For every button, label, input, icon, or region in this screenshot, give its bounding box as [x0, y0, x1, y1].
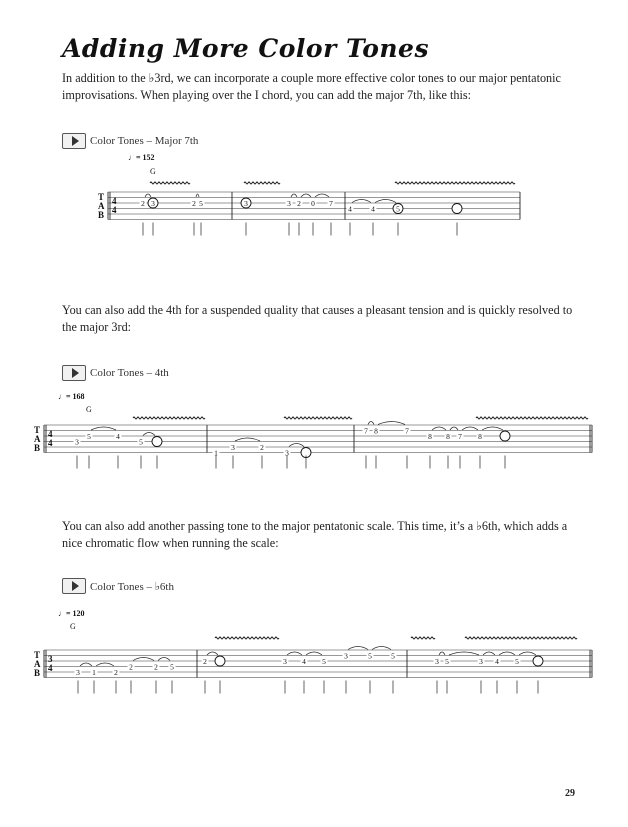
tab-clef-letter: T — [34, 650, 41, 660]
chord-symbol: G — [86, 405, 92, 414]
time-signature: 4 — [112, 205, 117, 215]
tab-fret-number: 5 — [391, 651, 395, 661]
time-signature: 4 — [48, 438, 53, 448]
audio-play-icon[interactable] — [62, 578, 86, 594]
vibrato-mark — [476, 417, 588, 419]
tab-fret-number: 4 — [348, 204, 352, 214]
slur-arc — [432, 427, 446, 430]
tempo-marking: ♩= 152 — [128, 153, 155, 162]
tempo-marking: ♩= 120 — [58, 609, 85, 618]
tab-clef-letter: A — [34, 434, 41, 444]
slur-arc — [378, 422, 405, 425]
tab-fret-number: 3 — [151, 199, 155, 208]
tab-clef-letter: B — [34, 443, 41, 453]
tab-fret-number: 2 — [297, 199, 301, 208]
slur-arc — [145, 194, 151, 197]
tab-clef-letter: B — [34, 668, 41, 678]
example-label-flat-6th — [62, 578, 174, 594]
vibrato-mark — [133, 417, 205, 419]
tab-fret-number: 5 — [139, 437, 143, 447]
slur-arc — [315, 194, 329, 197]
tab-clef-letter: B — [98, 210, 105, 220]
vibrato-mark — [284, 417, 352, 419]
tab-fret-number: 2 — [192, 199, 196, 208]
example-label-major-7th — [62, 133, 198, 149]
slur-arc — [287, 652, 302, 655]
tab-fret-number: 5 — [322, 657, 326, 666]
slur-arc — [133, 658, 154, 661]
slur-arc — [235, 438, 260, 441]
page-number: 29 — [565, 788, 575, 799]
vibrato-mark — [395, 182, 515, 184]
slur-arc — [482, 427, 503, 430]
slur-arc — [449, 652, 479, 655]
example-label-4th — [62, 365, 169, 381]
tab-fret-number: 5 — [445, 657, 449, 666]
example-title: Color Tones – ♭6th — [90, 580, 174, 593]
tab-clef-letter: T — [34, 425, 41, 435]
tab-fret-number: 2 — [129, 662, 133, 672]
tab-note-circle — [215, 656, 225, 666]
tab-fret-number: 5 — [515, 657, 519, 666]
tab-fret-number: 5 — [368, 651, 372, 661]
time-signature: 4 — [48, 429, 53, 439]
passing-tone-paragraph: You can also add another passing tone to the major pentatonic scale. This time, it’s a ♭6th, which adds a nice chromatic flow when running the scale: — [62, 519, 568, 550]
tab-fret-number: 3 — [435, 657, 439, 666]
tab-fret-number: 5 — [170, 662, 174, 672]
slur-arc — [462, 427, 478, 430]
tempo-marking: ♩= 168 — [58, 392, 85, 401]
slur-arc — [207, 652, 218, 655]
tab-fret-number: 7 — [458, 432, 462, 441]
tab-clef-letter: A — [98, 201, 105, 211]
slur-arc — [372, 647, 391, 650]
tab-fret-number: 2 — [114, 668, 118, 677]
tab-fret-number: 4 — [116, 432, 120, 441]
slur-arc — [289, 444, 304, 447]
tab-fret-number: 3 — [231, 443, 235, 452]
tab-fret-number: 8 — [428, 432, 432, 441]
slur-arc — [143, 433, 155, 436]
tab-staff-flat-6th — [0, 598, 628, 708]
vibrato-mark — [150, 182, 190, 184]
tab-fret-number: 2 — [203, 657, 207, 666]
tab-fret-number: 5 — [199, 199, 203, 208]
tab-fret-number: 2 — [260, 443, 264, 452]
tab-staff-4th — [0, 385, 628, 495]
tab-fret-number: 8 — [478, 432, 482, 441]
tab-fret-number: 2 — [141, 199, 145, 208]
tab-fret-number: 4 — [371, 204, 375, 214]
tab-note-circle — [500, 431, 510, 441]
tab-note-circle — [152, 437, 162, 447]
vibrato-mark — [215, 637, 279, 639]
slur-arc — [499, 652, 515, 655]
suspended-paragraph: You can also add the 4th for a suspended quality that causes a pleasant tension and is quickly resolved to the major 3rd: — [62, 303, 573, 334]
tab-fret-number: 1 — [214, 448, 218, 458]
slur-arc — [96, 663, 114, 666]
tab-fret-number: 3 — [76, 668, 80, 677]
slur-arc — [439, 652, 445, 655]
slur-arc — [301, 194, 311, 197]
vibrato-mark — [465, 637, 577, 639]
page-title: Adding More Color Tones — [62, 34, 430, 63]
tab-fret-number: 0 — [311, 199, 315, 208]
example-title: Color Tones – 4th — [90, 367, 169, 379]
chord-symbol: G — [150, 167, 156, 176]
intro-paragraph: In addition to the ♭3rd, we can incorporate a couple more effective color tones to our major pentatonic improvisations. When playing over the I chord, you can add the major 7th, like this: — [62, 71, 561, 102]
time-signature: 4 — [48, 663, 53, 673]
tab-fret-number: 5 — [87, 432, 91, 441]
tab-fret-number: 3 — [283, 657, 287, 666]
slur-arc — [519, 652, 536, 655]
slur-arc — [196, 194, 199, 197]
tab-fret-number: 3 — [479, 657, 483, 666]
tab-fret-number: 1 — [92, 668, 96, 677]
tab-staff-major-7th — [0, 150, 628, 270]
chord-symbol: G — [70, 622, 76, 631]
tab-clef-letter: T — [98, 192, 105, 202]
tab-fret-number: 7 — [364, 426, 368, 436]
vibrato-mark — [411, 637, 435, 639]
slur-arc — [348, 647, 368, 650]
example-title: Color Tones – Major 7th — [90, 135, 199, 147]
slur-arc — [158, 658, 170, 661]
slur-arc — [450, 427, 458, 430]
slur-arc — [306, 652, 322, 655]
slur-arc — [291, 194, 297, 197]
tab-fret-number: 4 — [302, 657, 306, 666]
slur-arc — [80, 663, 92, 666]
slur-arc — [352, 200, 371, 203]
slur-arc — [483, 652, 495, 655]
tab-clef-letter: A — [34, 659, 41, 669]
slur-arc — [375, 200, 396, 203]
slur-arc — [91, 427, 116, 430]
tab-fret-number: 3 — [285, 448, 289, 458]
time-signature: 3 — [48, 654, 53, 664]
slur-arc — [368, 422, 374, 425]
tab-fret-number: 3 — [75, 437, 79, 447]
tab-fret-number: 3 — [244, 199, 248, 208]
time-signature: 4 — [112, 196, 117, 206]
tab-note-circle — [452, 204, 462, 214]
tab-fret-number: 4 — [495, 657, 499, 666]
vibrato-mark — [244, 182, 280, 184]
tab-fret-number: 5 — [396, 204, 400, 214]
tab-fret-number: 3 — [344, 651, 348, 661]
tab-fret-number: 8 — [374, 426, 378, 436]
tab-fret-number: 8 — [446, 432, 450, 441]
tab-fret-number: 7 — [405, 426, 409, 436]
audio-play-icon[interactable] — [62, 133, 86, 149]
tab-fret-number: 3 — [287, 199, 291, 208]
audio-play-icon[interactable] — [62, 365, 86, 381]
tab-fret-number: 7 — [329, 199, 333, 208]
tab-fret-number: 2 — [154, 662, 158, 672]
tab-note-circle — [533, 656, 543, 666]
